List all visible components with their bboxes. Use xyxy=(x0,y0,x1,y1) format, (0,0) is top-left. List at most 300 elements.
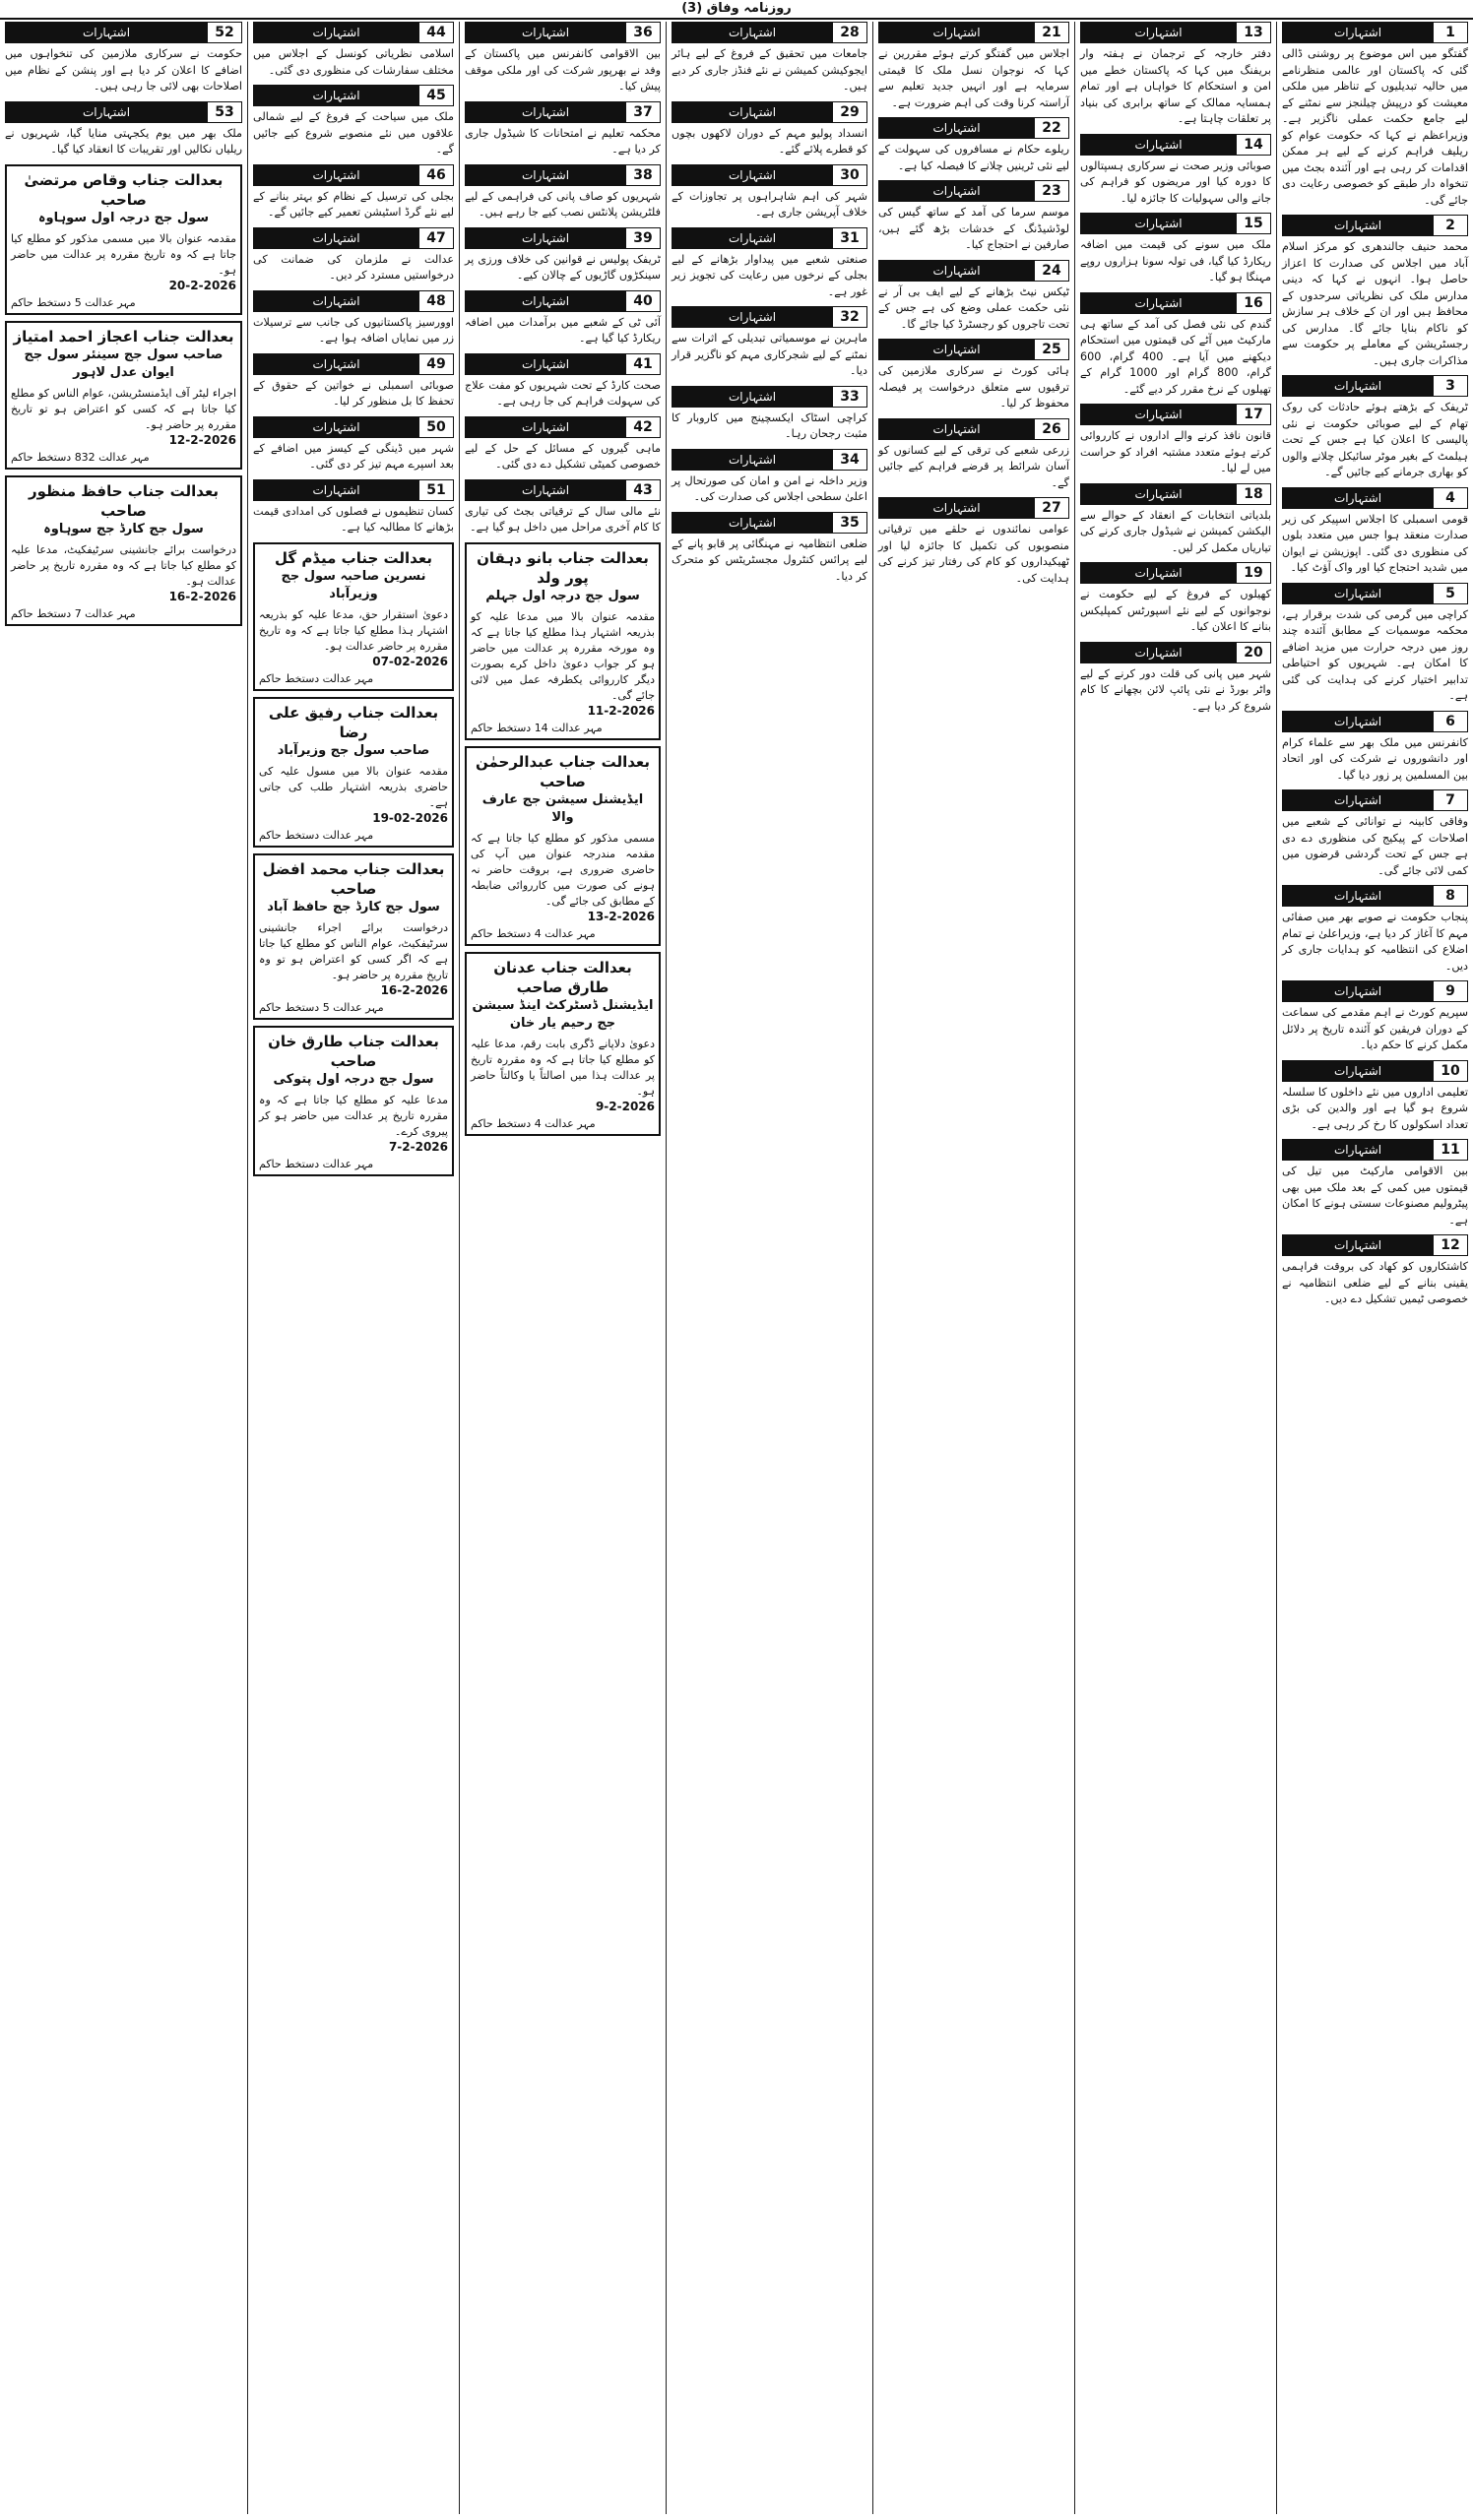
notice-body: عوامی نمائندوں نے حلقے میں ترقیاتی منصوبوں کی تکمیل کا جائزہ لیا اور ٹھیکیداروں کو کام کی رفتار تیز کرنے کی ہدایت کی۔ xyxy=(878,523,1069,585)
notice-body: گندم کی نئی فصل کی آمد کے ساتھ ہی مارکیٹ میں آٹے کی قیمتوں میں استحکام دیکھنے میں آیا ہے۔ 400 گرام، 600 گرام، 800 گرام اور 1000 گرام کے تھیلوں کے نرخ مقرر کر دیے گئے۔ xyxy=(1080,317,1272,396)
court-notice-body: دعویٰ استقرار حق، مدعا علیہ کو بذریعہ اشتہار ہذا مطلع کیا جاتا ہے کہ وہ تاریخ مقررہ پر حاضر عدالت ہو۔ xyxy=(259,607,448,653)
notice-number: 22 xyxy=(1034,118,1068,138)
notice-body: صحت کارڈ کے تحت شہریوں کو مفت علاج کی سہولت فراہم کی جا رہی ہے۔ xyxy=(465,378,661,408)
court-subtitle: ایڈیشنل سیشن جج عارف والا xyxy=(481,791,644,825)
notice-item xyxy=(878,418,1069,492)
notice-body: آئی ٹی کے شعبے میں برآمدات میں اضافہ ریکارڈ کیا گیا ہے۔ xyxy=(465,315,661,345)
notice-tag: اشتہارات xyxy=(672,307,832,327)
notice-header xyxy=(878,117,1069,139)
notice-item xyxy=(878,180,1069,254)
notice-header xyxy=(1282,1060,1468,1082)
notice-body: سپریم کورٹ نے اہم مقدمے کی سماعت کے دوران فریقین کو آئندہ تاریخ پر دلائل مکمل کرنے کا حکم دیا۔ xyxy=(1282,1006,1468,1051)
notice-item xyxy=(1282,980,1468,1054)
notice-number: 46 xyxy=(418,165,453,185)
notice-item xyxy=(878,339,1069,412)
column-4 xyxy=(666,22,872,2514)
court-signature: مہر عدالت دستخط حاکم xyxy=(259,828,374,842)
court-notice-body: مدعا علیہ کو مطلع کیا جاتا ہے کہ وہ مقررہ تاریخ پر عدالت میں حاضر ہو کر پیروی کرے۔ xyxy=(259,1093,448,1138)
notice-body: ہائی کورٹ نے سرکاری ملازمین کی ترقیوں سے متعلق درخواست پر فیصلہ محفوظ کر لیا۔ xyxy=(878,364,1069,410)
court-subtitle: سول جج کارڈ جج حافظ آباد xyxy=(267,899,440,914)
notice-header xyxy=(253,290,454,312)
notice-body: ٹریفک کے بڑھتے ہوئے حادثات کی روک تھام کے لیے صوبائی حکومت نے نئی پالیسی کا اعلان کیا ہے جس کے تحت ہیلمٹ کے بغیر موٹر سائیکل چلانے والوں کو بھاری جرمانے کیے جائیں گے۔ xyxy=(1282,401,1468,478)
court-title: بعدالت جناب عدنان طارق صاحب xyxy=(493,958,632,996)
court-subtitle: سول جج کارڈ جج سوہاوہ xyxy=(43,521,204,536)
court-title: بعدالت جناب اعجاز احمد امتیاز xyxy=(13,327,234,346)
notice-number: 7 xyxy=(1433,790,1467,810)
notice-tag: اشتہارات xyxy=(1283,1061,1433,1081)
notice-header xyxy=(672,22,867,43)
notice-item xyxy=(1080,642,1271,716)
notice-item xyxy=(5,101,242,158)
notice-tag: اشتہارات xyxy=(1081,214,1236,233)
court-title: بعدالت جناب بانو دہقان پور ولد xyxy=(477,548,649,587)
notice-body: بین الاقوامی کانفرنس میں پاکستان کے وفد نے بھرپور شرکت کی اور ملکی موقف پیش کیا۔ xyxy=(465,47,661,93)
notice-tag: اشتہارات xyxy=(672,102,832,122)
notice-item xyxy=(1282,1234,1468,1308)
notice-item xyxy=(1080,404,1271,477)
notice-body: محمد حنیف جالندھری کو مرکز اسلام آباد میں اجلاس کی صدارت کا اعزاز حاصل ہوا۔ انہوں نے کہا کہ دینی مدارس ملک کی نظریاتی سرحدوں کے محافظ ہیں اور ان کے خلاف ہر سازش کو ناکام بنایا جائے گا۔ مدارس کی رجسٹریشن کے معاملے پر حکومت سے مذاکرات جاری ہیں۔ xyxy=(1282,240,1468,367)
notice-item xyxy=(465,227,661,284)
notice-tag: اشتہارات xyxy=(466,228,625,248)
notice-body: وزیر داخلہ نے امن و امان کی صورتحال پر اعلیٰ سطحی اجلاس کی صدارت کی۔ xyxy=(672,473,867,503)
notice-tag: اشتہارات xyxy=(466,102,625,122)
notice-item xyxy=(465,416,661,473)
notice-tag: اشتہارات xyxy=(254,291,418,311)
notice-tag: اشتہارات xyxy=(1283,712,1433,731)
notice-body: صوبائی اسمبلی نے خواتین کے حقوق کے تحفظ کا بل منظور کر لیا۔ xyxy=(253,378,454,408)
notice-tag: اشتہارات xyxy=(466,23,625,42)
notice-header xyxy=(1282,215,1468,236)
notice-tag: اشتہارات xyxy=(254,23,418,42)
notice-header xyxy=(1080,134,1271,156)
notice-tag: اشتہارات xyxy=(1283,981,1433,1001)
court-notice-body: درخواست برائے اجراء جانشینی سرٹیفکیٹ، عوام الناس کو مطلع کیا جاتا ہے کہ اگر کسی کو اعتراض ہو تو وہ تاریخ مقررہ پر حاضر ہو۔ xyxy=(259,920,448,981)
notice-header xyxy=(878,22,1069,43)
court-signature: مہر عدالت 832 دستخط حاکم xyxy=(11,450,150,464)
notice-item xyxy=(253,416,454,473)
notice-body: کھیلوں کے فروغ کے لیے حکومت نے نوجوانوں کے لیے نئے اسپورٹس کمپلیکس بنانے کا اعلان کیا۔ xyxy=(1080,588,1271,633)
notice-number: 25 xyxy=(1034,340,1068,359)
notice-body: بلدیاتی انتخابات کے انعقاد کے حوالے سے الیکشن کمیشن نے شیڈول جاری کرنے کی تیاریاں مکمل کر لیں۔ xyxy=(1080,508,1271,554)
notice-body: صنعتی شعبے میں پیداوار بڑھانے کے لیے بجلی کے نرخوں میں رعایت کی تجویز زیر غور ہے۔ xyxy=(672,252,867,298)
notice-body: محکمہ تعلیم نے امتحانات کا شیڈول جاری کر دیا ہے۔ xyxy=(465,126,661,156)
notice-header xyxy=(672,512,867,534)
notice-header xyxy=(465,227,661,249)
notice-tag: اشتہارات xyxy=(879,498,1034,518)
notice-body: ملک بھر میں یوم یکجہتی منایا گیا، شہریوں نے ریلیاں نکالیں اور تقریبات کا انعقاد کیا گیا۔ xyxy=(5,126,242,156)
notice-number: 30 xyxy=(832,165,866,185)
notice-item xyxy=(878,117,1069,174)
notice-body: بجلی کی ترسیل کے نظام کو بہتر بنانے کے لیے نئے گرڈ اسٹیشن تعمیر کیے جائیں گے۔ xyxy=(253,189,454,219)
notice-number: 5 xyxy=(1433,584,1467,603)
court-signature: مہر عدالت 4 دستخط حاکم xyxy=(471,1116,596,1130)
notice-tag: اشتہارات xyxy=(466,165,625,185)
court-title: بعدالت جناب طارق خان صاحب xyxy=(268,1032,439,1070)
notice-body: انسداد پولیو مہم کے دوران لاکھوں بچوں کو قطرے پلائے گئے۔ xyxy=(672,126,867,156)
notice-number: 34 xyxy=(832,450,866,470)
notice-header xyxy=(465,290,661,312)
notice-body: شہر میں پانی کی قلت دور کرنے کے لیے واٹر بورڈ نے نئی پائپ لائن بچھانے کا کام شروع کر دیا ہے۔ xyxy=(1080,666,1271,713)
notice-body: کسان تنظیموں نے فصلوں کی امدادی قیمت بڑھانے کا مطالبہ کیا ہے۔ xyxy=(253,504,454,534)
notice-header xyxy=(465,416,661,438)
notice-number: 4 xyxy=(1433,488,1467,508)
notice-number: 36 xyxy=(625,23,660,42)
notice-tag: اشتہارات xyxy=(6,23,207,42)
notice-number: 18 xyxy=(1236,484,1270,504)
court-notice-ad xyxy=(465,542,661,740)
notice-body: دفتر خارجہ کے ترجمان نے ہفتہ وار بریفنگ میں کہا کہ پاکستان خطے میں امن و استحکام کا خواہاں ہے اور تمام ہمسایہ ممالک کے ساتھ برابری کی بنیاد پر تعلقات چاہتا ہے۔ xyxy=(1080,47,1271,125)
notice-item xyxy=(1282,583,1468,705)
notice-number: 21 xyxy=(1034,23,1068,42)
court-signature: مہر عدالت دستخط حاکم xyxy=(259,671,374,685)
notice-tag: اشتہارات xyxy=(879,118,1034,138)
notice-body: گفتگو میں اس موضوع پر روشنی ڈالی گئی کہ پاکستان اور عالمی منظرنامے میں حالیہ تبدیلیوں کے تناظر میں ملکی معیشت کو درپیش چیلنجز سے نمٹنے کے لیے جامع حکمت عملی ناگزیر ہے۔ وزیراعظم نے کہا کہ حکومت عوام کو ریلیف فراہم کرنے کے لیے ہر ممکن اقدامات کر رہی ہے اور آئندہ بجٹ میں تنخواہ دار طبقے کو خصوصی رعایت دی جائے گی۔ xyxy=(1282,47,1468,207)
court-subtitle: صاحب سول جج سینئر سول جج ایوان عدل لاہور xyxy=(24,346,224,380)
notice-number: 26 xyxy=(1034,419,1068,439)
notice-header xyxy=(1080,562,1271,584)
notice-body: ٹیکس نیٹ بڑھانے کے لیے ایف بی آر نے نئی حکمت عملی وضع کی ہے جس کے تحت تاجروں کو رجسٹرڈ کیا جائے گا۔ xyxy=(878,284,1069,331)
court-subtitle: سول جج درجہ اول سوہاوہ xyxy=(37,210,210,225)
notice-item xyxy=(1282,711,1468,785)
notice-header xyxy=(878,418,1069,440)
court-signature: مہر عدالت 4 دستخط حاکم xyxy=(471,926,596,940)
notice-header xyxy=(672,227,867,249)
court-notice-ad xyxy=(465,952,661,1136)
notice-item xyxy=(1282,1139,1468,1228)
notice-item xyxy=(253,164,454,221)
notice-item xyxy=(465,164,661,221)
notice-tag: اشتہارات xyxy=(1081,23,1236,42)
court-notice-ad xyxy=(253,853,454,1020)
court-title: بعدالت جناب رفیق علی رضا xyxy=(268,703,439,741)
notice-body: قانون نافذ کرنے والے اداروں نے کارروائی کرتے ہوئے متعدد مشتبہ افراد کو حراست میں لے لیا۔ xyxy=(1080,429,1271,474)
notice-item xyxy=(1282,375,1468,481)
notice-body: کانفرنس میں ملک بھر سے علماء کرام اور دانشوروں نے شرکت کی اور اتحاد بین المسلمین پر زور دیا گیا۔ xyxy=(1282,735,1468,782)
notice-number: 28 xyxy=(832,23,866,42)
notice-body: جامعات میں تحقیق کے فروغ کے لیے ہائر ایجوکیشن کمیشن نے نئے فنڈز جاری کر دیے ہیں۔ xyxy=(672,47,867,93)
court-subtitle: صاحب سول جج وزیرآباد xyxy=(277,742,430,758)
notice-item xyxy=(878,497,1069,587)
notice-number: 49 xyxy=(418,354,453,374)
notice-header xyxy=(878,260,1069,282)
notice-header xyxy=(1282,487,1468,509)
notice-number: 10 xyxy=(1433,1061,1467,1081)
notice-tag: اشتہارات xyxy=(254,165,418,185)
notice-item xyxy=(253,479,454,536)
notice-number: 53 xyxy=(207,102,241,122)
notice-header xyxy=(1080,404,1271,425)
notice-header xyxy=(1080,483,1271,505)
notice-tag: اشتہارات xyxy=(254,86,418,105)
notice-number: 47 xyxy=(418,228,453,248)
court-notice-body: مقدمہ عنوان بالا میں مسول علیہ کی حاضری بذریعہ اشتہار طلب کی جاتی ہے۔ xyxy=(259,764,448,809)
notice-item xyxy=(672,306,867,380)
notice-body: شہر میں ڈینگی کے کیسز میں اضافے کے بعد اسپرے مہم تیز کر دی گئی۔ xyxy=(253,441,454,471)
notice-number: 52 xyxy=(207,23,241,42)
notice-body: ملک میں سیاحت کے فروغ کے لیے شمالی علاقوں میں نئے منصوبے شروع کیے جائیں گے۔ xyxy=(253,110,454,156)
notice-header xyxy=(5,22,242,43)
notice-header xyxy=(465,353,661,375)
notice-number: 13 xyxy=(1236,23,1270,42)
court-title: بعدالت جناب میڈم گل xyxy=(275,548,432,567)
notice-header xyxy=(1080,292,1271,314)
notice-number: 50 xyxy=(418,417,453,437)
notice-tag: اشتہارات xyxy=(1283,23,1433,42)
notice-item xyxy=(1080,483,1271,557)
notice-number: 41 xyxy=(625,354,660,374)
notice-item xyxy=(672,22,867,95)
notice-header xyxy=(878,497,1069,519)
notice-header xyxy=(465,22,661,43)
notice-number: 39 xyxy=(625,228,660,248)
notice-tag: اشتہارات xyxy=(1283,376,1433,396)
notice-item xyxy=(465,479,661,536)
court-subtitle: سول جج درجہ اول جہلم xyxy=(485,588,640,603)
notice-header xyxy=(253,227,454,249)
notice-header xyxy=(672,449,867,471)
notice-number: 14 xyxy=(1236,135,1270,155)
notice-header xyxy=(253,22,454,43)
notice-header xyxy=(1282,885,1468,907)
notice-item xyxy=(672,512,867,586)
column-2 xyxy=(1074,22,1276,2514)
notice-item xyxy=(5,22,242,95)
notice-number: 51 xyxy=(418,480,453,500)
hearing-date: 19-02-2026 xyxy=(372,810,448,825)
notice-tag: اشتہارات xyxy=(1081,484,1236,504)
notice-tag: اشتہارات xyxy=(1081,135,1236,155)
court-notice-body: دعویٰ دلاپانے ڈگری بابت رقم، مدعا علیہ کو مطلع کیا جاتا ہے کہ وہ مقررہ تاریخ پر عدالت ہذا میں اصالتاً یا وکالتاً حاضر ہو۔ xyxy=(471,1037,655,1098)
notice-body: اوورسیز پاکستانیوں کی جانب سے ترسیلات زر میں نمایاں اضافہ ہوا ہے۔ xyxy=(253,315,454,345)
column-7 xyxy=(0,22,247,2514)
notice-header xyxy=(1282,711,1468,732)
notice-item xyxy=(465,22,661,95)
notice-body: عدالت نے ملزمان کی ضمانت کی درخواستیں مسترد کر دیں۔ xyxy=(253,252,454,282)
notice-header xyxy=(1282,980,1468,1002)
notice-body: اجلاس میں گفتگو کرتے ہوئے مقررین نے کہا کہ نوجوان نسل ملک کا قیمتی سرمایہ ہے اور انہیں جدید تعلیم سے آراستہ کرنا وقت کی اہم ضرورت ہے۔ xyxy=(878,47,1069,109)
notice-item xyxy=(1282,22,1468,209)
notice-header xyxy=(1282,375,1468,397)
notice-number: 24 xyxy=(1034,261,1068,281)
court-signature: مہر عدالت دستخط حاکم xyxy=(259,1157,374,1170)
notice-number: 45 xyxy=(418,86,453,105)
notice-body: شہریوں کو صاف پانی کی فراہمی کے لیے فلٹریشن پلانٹس نصب کیے جا رہے ہیں۔ xyxy=(465,189,661,219)
notice-header xyxy=(1282,583,1468,604)
notice-header xyxy=(5,101,242,123)
court-title: بعدالت جناب حافظ منظور صاحب xyxy=(28,481,220,520)
notice-item xyxy=(878,22,1069,111)
notice-number: 37 xyxy=(625,102,660,122)
notice-body: ماہی گیروں کے مسائل کے حل کے لیے خصوصی کمیٹی تشکیل دے دی گئی۔ xyxy=(465,441,661,471)
court-subtitle: سول جج درجہ اول پتوکی xyxy=(273,1071,434,1087)
notice-item xyxy=(1282,487,1468,577)
notice-number: 8 xyxy=(1433,886,1467,906)
notice-tag: اشتہارات xyxy=(672,387,832,407)
notice-header xyxy=(1080,213,1271,234)
column-3 xyxy=(872,22,1074,2514)
notice-header xyxy=(253,353,454,375)
notice-item xyxy=(253,22,454,79)
court-notice-body: مقدمہ عنوان بالا میں مسمی مذکور کو مطلع کیا جاتا ہے کہ وہ تاریخ مقررہ پر عدالت میں حاضر ہو۔ xyxy=(11,231,236,277)
notice-number: 48 xyxy=(418,291,453,311)
notice-tag: اشتہارات xyxy=(672,513,832,533)
notice-number: 23 xyxy=(1034,181,1068,201)
court-notice-ad xyxy=(253,1026,454,1176)
notice-number: 12 xyxy=(1433,1235,1467,1255)
notice-item xyxy=(253,290,454,347)
court-notice-ad xyxy=(465,746,661,946)
notice-tag: اشتہارات xyxy=(466,417,625,437)
notice-tag: اشتہارات xyxy=(254,480,418,500)
court-notice-ad xyxy=(253,697,454,848)
notice-number: 40 xyxy=(625,291,660,311)
notice-item xyxy=(465,290,661,347)
column-1 xyxy=(1276,22,1473,2514)
hearing-date: 16-2-2026 xyxy=(380,982,448,997)
notice-tag: اشتہارات xyxy=(1081,563,1236,583)
notice-item xyxy=(672,227,867,301)
notice-body: اسلامی نظریاتی کونسل کے اجلاس میں مختلف سفارشات کی منظوری دی گئی۔ xyxy=(253,47,454,77)
notice-header xyxy=(672,386,867,408)
notice-body: ماہرین نے موسمیاتی تبدیلی کے اثرات سے نمٹنے کے لیے شجرکاری مہم کو ناگزیر قرار دیا۔ xyxy=(672,332,867,377)
column-6 xyxy=(247,22,459,2514)
notice-header xyxy=(672,306,867,328)
notice-item xyxy=(878,260,1069,334)
notice-number: 32 xyxy=(832,307,866,327)
notice-header xyxy=(253,164,454,186)
notice-tag: اشتہارات xyxy=(1081,405,1236,424)
notice-header xyxy=(672,164,867,186)
notice-item xyxy=(1080,292,1271,399)
court-title: بعدالت جناب وقاص مرتضیٰ صاحب xyxy=(24,170,224,209)
notice-header xyxy=(1080,642,1271,663)
notice-number: 19 xyxy=(1236,563,1270,583)
notice-body: ملک میں سونے کی قیمت میں اضافہ ریکارڈ کیا گیا، فی تولہ سونا ہزاروں روپے مہنگا ہو گیا۔ xyxy=(1080,238,1271,284)
notice-header xyxy=(465,479,661,501)
notice-number: 9 xyxy=(1433,981,1467,1001)
notice-item xyxy=(1080,134,1271,208)
notice-item xyxy=(1282,215,1468,369)
court-subtitle: ایڈیشنل ڈسٹرکٹ اینڈ سیشن جج رحیم یار خان xyxy=(472,997,654,1031)
notice-number: 15 xyxy=(1236,214,1270,233)
court-notice-body: درخواست برائے جانشینی سرٹیفکیٹ، مدعا علیہ کو مطلع کیا جاتا ہے کہ وہ مقررہ تاریخ پر حاضر عدالت ہو۔ xyxy=(11,542,236,588)
hearing-date: 7-2-2026 xyxy=(388,1139,448,1154)
notice-number: 42 xyxy=(625,417,660,437)
notice-tag: اشتہارات xyxy=(1081,643,1236,662)
court-title: بعدالت جناب عبدالرحمٰن صاحب xyxy=(475,752,650,790)
court-subtitle: نسرین صاحبہ سول جج وزیرآباد xyxy=(281,568,426,601)
notice-header xyxy=(253,416,454,438)
notice-header xyxy=(253,85,454,106)
page-masthead: روزنامہ وفاق (3) xyxy=(0,0,1473,20)
notice-tag: اشتہارات xyxy=(1283,216,1433,235)
notice-item xyxy=(1282,885,1468,975)
notice-body: کراچی میں گرمی کی شدت برقرار ہے، محکمہ موسمیات کے مطابق آئندہ چند روز میں درجہ حرارت میں مزید اضافے کا امکان ہے۔ شہریوں کو احتیاطی تدابیر اختیار کرنے کی ہدایت کی گئی ہے۔ xyxy=(1282,607,1468,702)
hearing-date: 13-2-2026 xyxy=(587,909,655,923)
notice-tag: اشتہارات xyxy=(1283,790,1433,810)
notice-tag: اشتہارات xyxy=(672,165,832,185)
notice-body: کاشتکاروں کو کھاد کی بروقت فراہمی یقینی بنانے کے لیے ضلعی انتظامیہ نے خصوصی ٹیمیں تشکیل دے دیں۔ xyxy=(1282,1260,1468,1305)
notice-item xyxy=(1080,22,1271,128)
notice-body: زرعی شعبے کی ترقی کے لیے کسانوں کو آسان شرائط پر قرضے فراہم کیے جائیں گے۔ xyxy=(878,443,1069,489)
court-signature: مہر عدالت 14 دستخط حاکم xyxy=(471,721,603,734)
notice-tag: اشتہارات xyxy=(1283,1235,1433,1255)
court-notice-body: مسمی مذکور کو مطلع کیا جاتا ہے کہ مقدمہ مندرجہ عنوان میں آپ کی حاضری ضروری ہے، بروقت حاضر نہ ہونے کی صورت میں کارروائی ضابطہ کے مطابق کی جائے گی۔ xyxy=(471,831,655,908)
court-notice-ad xyxy=(5,475,242,626)
notice-body: شہر کی اہم شاہراہوں پر تجاوزات کے خلاف آپریشن جاری ہے۔ xyxy=(672,189,867,219)
notice-body: کراچی اسٹاک ایکسچینج میں کاروبار کا مثبت رجحان رہا۔ xyxy=(672,410,867,440)
court-notice-body: اجراء لیٹر آف ایڈمنسٹریشن، عوام الناس کو مطلع کیا جاتا ہے کہ کسی کو اعتراض ہو تو تاریخ مقررہ پر حاضر ہو۔ xyxy=(11,386,236,431)
notice-item xyxy=(1282,1060,1468,1134)
hearing-date: 20-2-2026 xyxy=(168,278,236,292)
notice-item xyxy=(1080,213,1271,286)
notice-body: تعلیمی اداروں میں نئے داخلوں کا سلسلہ شروع ہو گیا ہے اور والدین کی بڑی تعداد اسکولوں کا رخ کر رہی ہے۔ xyxy=(1282,1085,1468,1131)
notice-body: حکومت نے سرکاری ملازمین کی تنخواہوں میں اضافے کا اعلان کر دیا ہے اور پنشن کے نظام میں اصلاحات بھی لائی جا رہی ہیں۔ xyxy=(5,47,242,93)
notice-item xyxy=(465,353,661,410)
notice-tag: اشتہارات xyxy=(879,340,1034,359)
notice-tag: اشتہارات xyxy=(254,354,418,374)
notice-number: 16 xyxy=(1236,293,1270,313)
notice-header xyxy=(1282,1139,1468,1161)
notice-header xyxy=(878,180,1069,202)
notice-tag: اشتہارات xyxy=(879,419,1034,439)
notice-body: موسم سرما کی آمد کے ساتھ گیس کی لوڈشیڈنگ کے خدشات بڑھ گئے ہیں، صارفین نے احتجاج کیا۔ xyxy=(878,206,1069,251)
notice-body: ریلوے حکام نے مسافروں کی سہولت کے لیے نئی ٹرینیں چلانے کا فیصلہ کیا ہے۔ xyxy=(878,143,1069,172)
notice-number: 6 xyxy=(1433,712,1467,731)
court-notice-body: مقدمہ عنوان بالا میں مدعا علیہ کو بذریعہ اشتہار ہذا مطلع کیا جاتا ہے کہ وہ مورخہ مقررہ پر عدالت میں حاضر ہو کر جواب دعویٰ داخل کرے بصورت دیگر کارروائی یکطرفہ عمل میں لائی جائے گی۔ xyxy=(471,609,655,702)
notice-number: 44 xyxy=(418,23,453,42)
notice-item xyxy=(253,227,454,284)
notice-tag: اشتہارات xyxy=(466,291,625,311)
notice-tag: اشتہارات xyxy=(1283,584,1433,603)
notice-number: 11 xyxy=(1433,1140,1467,1160)
notice-number: 38 xyxy=(625,165,660,185)
notice-number: 1 xyxy=(1433,23,1467,42)
notice-body: وفاقی کابینہ نے توانائی کے شعبے میں اصلاحات کے پیکیج کی منظوری دے دی ہے جس کے تحت گردشی قرضوں میں کمی لائی جائے گی۔ xyxy=(1282,815,1468,877)
court-signature: مہر عدالت 5 دستخط حاکم xyxy=(259,1000,384,1014)
notice-tag: اشتہارات xyxy=(1283,886,1433,906)
notice-number: 35 xyxy=(832,513,866,533)
notice-header xyxy=(1282,789,1468,811)
notice-tag: اشتہارات xyxy=(6,102,207,122)
notice-number: 20 xyxy=(1236,643,1270,662)
notice-body: قومی اسمبلی کا اجلاس اسپیکر کی زیر صدارت منعقد ہوا جس میں متعدد بلوں کی منظوری دی گئی۔ اپوزیشن نے ایوان میں شدید احتجاج کیا اور واک آؤٹ کیا۔ xyxy=(1282,512,1468,574)
notice-tag: اشتہارات xyxy=(879,181,1034,201)
notice-body: پنجاب حکومت نے صوبے بھر میں صفائی مہم کا آغاز کر دیا ہے، وزیراعلیٰ نے تمام اضلاع کی انتظامیہ کو ہدایات جاری کر دیں۔ xyxy=(1282,911,1468,973)
notice-tag: اشتہارات xyxy=(254,417,418,437)
notice-header xyxy=(1282,22,1468,43)
notice-tag: اشتہارات xyxy=(254,228,418,248)
notice-header xyxy=(253,479,454,501)
notice-number: 3 xyxy=(1433,376,1467,396)
notice-item xyxy=(465,101,661,158)
notice-tag: اشتہارات xyxy=(1283,488,1433,508)
hearing-date: 12-2-2026 xyxy=(168,432,236,447)
notice-item xyxy=(672,101,867,158)
notice-body: ضلعی انتظامیہ نے مہنگائی پر قابو پانے کے لیے پرائس کنٹرول مجسٹریٹس کو متحرک کر دیا۔ xyxy=(672,536,867,583)
notice-tag: اشتہارات xyxy=(879,23,1034,42)
notice-header xyxy=(878,339,1069,360)
notice-number: 17 xyxy=(1236,405,1270,424)
notice-header xyxy=(465,164,661,186)
court-signature: مہر عدالت 7 دستخط حاکم xyxy=(11,606,136,620)
notice-tag: اشتہارات xyxy=(1081,293,1236,313)
column-5 xyxy=(459,22,666,2514)
notice-body: ٹریفک پولیس نے قوانین کی خلاف ورزی پر سینکڑوں گاڑیوں کے چالان کیے۔ xyxy=(465,252,661,282)
notice-tag: اشتہارات xyxy=(1283,1140,1433,1160)
notice-number: 2 xyxy=(1433,216,1467,235)
notice-item xyxy=(1080,562,1271,636)
